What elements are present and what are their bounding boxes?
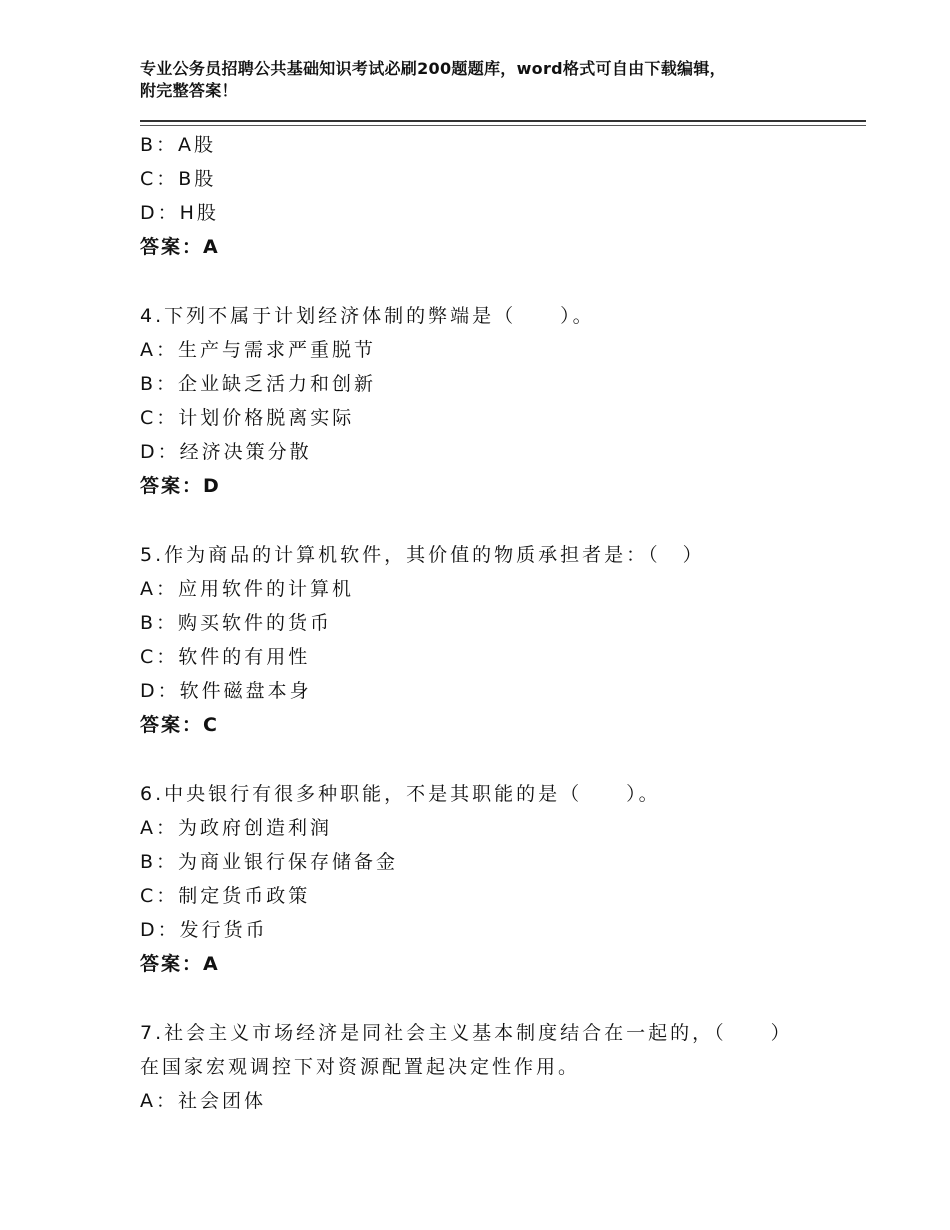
q5-stem: 5.作为商品的计算机软件，其价值的物质承担者是：（ ）	[140, 544, 705, 566]
q4-option-b: B：企业缺乏活力和创新	[140, 373, 377, 395]
q6-option-c: C：制定货币政策	[140, 885, 311, 907]
q3-option-d: D：H股	[140, 202, 219, 224]
q3-option-b: B：A股	[140, 134, 217, 156]
q4-option-c: C：计划价格脱离实际	[140, 407, 355, 429]
question-spacer	[140, 981, 860, 1016]
q6-stem: 6.中央银行有很多种职能，不是其职能的是（ ）。	[140, 783, 661, 805]
q7-stem-line-2: 在国家宏观调控下对资源配置起决定性作用。	[140, 1056, 581, 1078]
q5-option-b: B：购买软件的货币	[140, 612, 333, 634]
q7-stem-line-1: 7.社会主义市场经济是同社会主义基本制度结合在一起的，（ ）	[140, 1022, 793, 1044]
q5-option-c: C：软件的有用性	[140, 646, 311, 668]
q5-answer: 答案：C	[140, 714, 219, 736]
header-title-line-1: 专业公务员招聘公共基础知识考试必刷200题题库，word格式可自由下载编辑，	[140, 59, 726, 78]
q4-option-a: A：生产与需求严重脱节	[140, 339, 376, 361]
q4-answer: 答案：D	[140, 475, 221, 497]
q7-option-a: A：社会团体	[140, 1090, 266, 1112]
q5-option-a: A：应用软件的计算机	[140, 578, 354, 600]
header-divider-thin	[140, 125, 866, 126]
question-spacer	[140, 503, 860, 538]
q6-option-a: A：为政府创造利润	[140, 817, 332, 839]
q3-option-c: C：B股	[140, 168, 217, 190]
document-header	[140, 58, 840, 102]
question-spacer	[140, 264, 860, 299]
q6-answer: 答案：A	[140, 953, 220, 975]
question-spacer	[140, 742, 860, 777]
q6-option-b: B：为商业银行保存储备金	[140, 851, 399, 873]
q4-option-d: D：经济决策分散	[140, 441, 312, 463]
header-divider-thick	[140, 120, 866, 122]
q4-stem: 4.下列不属于计划经济体制的弊端是（ ）。	[140, 305, 595, 327]
header-title-line-2: 附完整答案！	[140, 81, 238, 100]
question-list	[140, 128, 860, 1118]
q5-option-d: D：软件磁盘本身	[140, 680, 312, 702]
q3-answer: 答案：A	[140, 236, 220, 258]
q6-option-d: D：发行货币	[140, 919, 268, 941]
